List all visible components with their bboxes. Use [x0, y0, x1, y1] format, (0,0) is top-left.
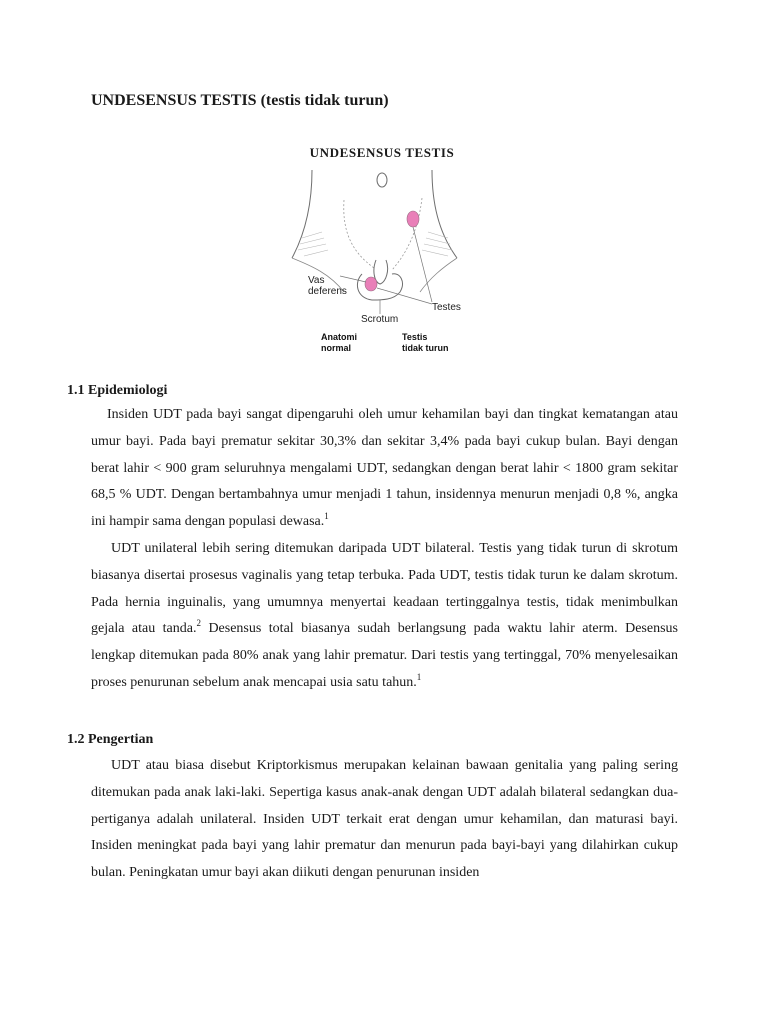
citation: 2	[196, 618, 201, 629]
label-vas: Vas	[308, 275, 325, 286]
anatomy-figure	[282, 142, 482, 360]
caption-undescended-line1: Testis	[402, 332, 428, 342]
undescended-testis-icon	[407, 211, 419, 227]
caption-normal-line1: Anatomi	[321, 332, 357, 342]
citation: 1	[324, 511, 329, 522]
label-deferens: deferens	[308, 286, 347, 297]
descended-testis-icon	[365, 277, 377, 291]
navel-icon	[377, 173, 387, 187]
caption-normal-line2: normal	[321, 343, 352, 353]
paragraph-text: UDT unilateral lebih sering ditemukan daripada UDT bilateral. Testis yang tidak turun di skrotum biasanya disertai prosesus vaginalis yang tetap terbuka. Pada UDT, testis tidak turun ke dalam skrotum. Pada hernia inguinalis, yang umumnya menyertai keadaan tertinggalnya testis, tidak menimbulkan gejala atau tanda.	[91, 541, 678, 637]
document-title: UNDESENSUS TESTIS (testis tidak turun)	[91, 92, 389, 109]
testes-leader-1	[377, 288, 432, 304]
label-scrotum: Scrotum	[361, 314, 399, 325]
paragraph-text-continued: Desensus total biasanya sudah berlangsung pada waktu lahir aterm. Desensus lengkap ditemukan pada 80% anak yang lahir prematur. Dari testis yang tertinggal, 70% menyelesaikan proses penurunan sebelum anak mencapai usia satu tahun.	[91, 621, 678, 690]
left-inguinal-canal	[344, 200, 374, 268]
right-body-contour	[432, 170, 457, 258]
right-inguinal-canal	[392, 198, 422, 270]
citation: 1	[416, 671, 422, 682]
testes-leader-2	[413, 227, 432, 302]
section-heading-pengertian: 1.2 Pengertian	[67, 732, 154, 747]
left-body-contour	[292, 170, 312, 258]
label-testes: Testes	[432, 302, 461, 313]
vas-deferens-leader	[340, 276, 366, 282]
paragraph-pengertian-1	[91, 753, 678, 887]
right-shading	[422, 232, 452, 256]
paragraph-text: Insiden UDT pada bayi sangat dipengaruhi oleh umur kehamilan bayi dan tingkat kematangan atau umur bayi. Pada bayi prematur sekitar 30,3% dan sekitar 3,4% pada bayi cukup bulan. Bayi dengan berat lahir < 900 gram seluruhnya mengalami UDT, sedangkan dengan berat lahir < 1800 gram sekitar 68,5 % UDT. Dengan bertambahnya umur menjadi 1 tahun, insidennya menurun menjadi 0,8 %, angka ini hampir sama dengan populasi dewasa.	[91, 407, 678, 530]
paragraph-text: UDT atau biasa disebut Kriptorkismus merupakan kelainan bawaan genitalia yang paling sering ditemukan pada anak laki-laki. Sepertiga kasus anak-anak dengan UDT adalah bilateral sedangkan dua-pertiganya adalah unilateral. Insiden UDT terkait erat dengan umur kehamilan, dan maturasi bayi. Insiden meningkat pada bayi yang lahir prematur dan menurun pada bayi-bayi yang dilahirkan cukup bulan. Peningkatan umur bayi akan diikuti dengan penurunan insiden	[91, 758, 678, 881]
right-thigh-line	[420, 258, 457, 292]
left-shading	[298, 232, 328, 256]
section-heading-epidemiologi: 1.1 Epidemiologi	[67, 383, 168, 398]
caption-undescended-line2: tidak turun	[402, 343, 449, 353]
figure-title: UNDESENSUS TESTIS	[309, 145, 455, 160]
anatomy-illustration	[282, 142, 482, 360]
paragraph-epidemiologi-1	[91, 402, 678, 536]
paragraph-epidemiologi-2	[91, 536, 678, 697]
